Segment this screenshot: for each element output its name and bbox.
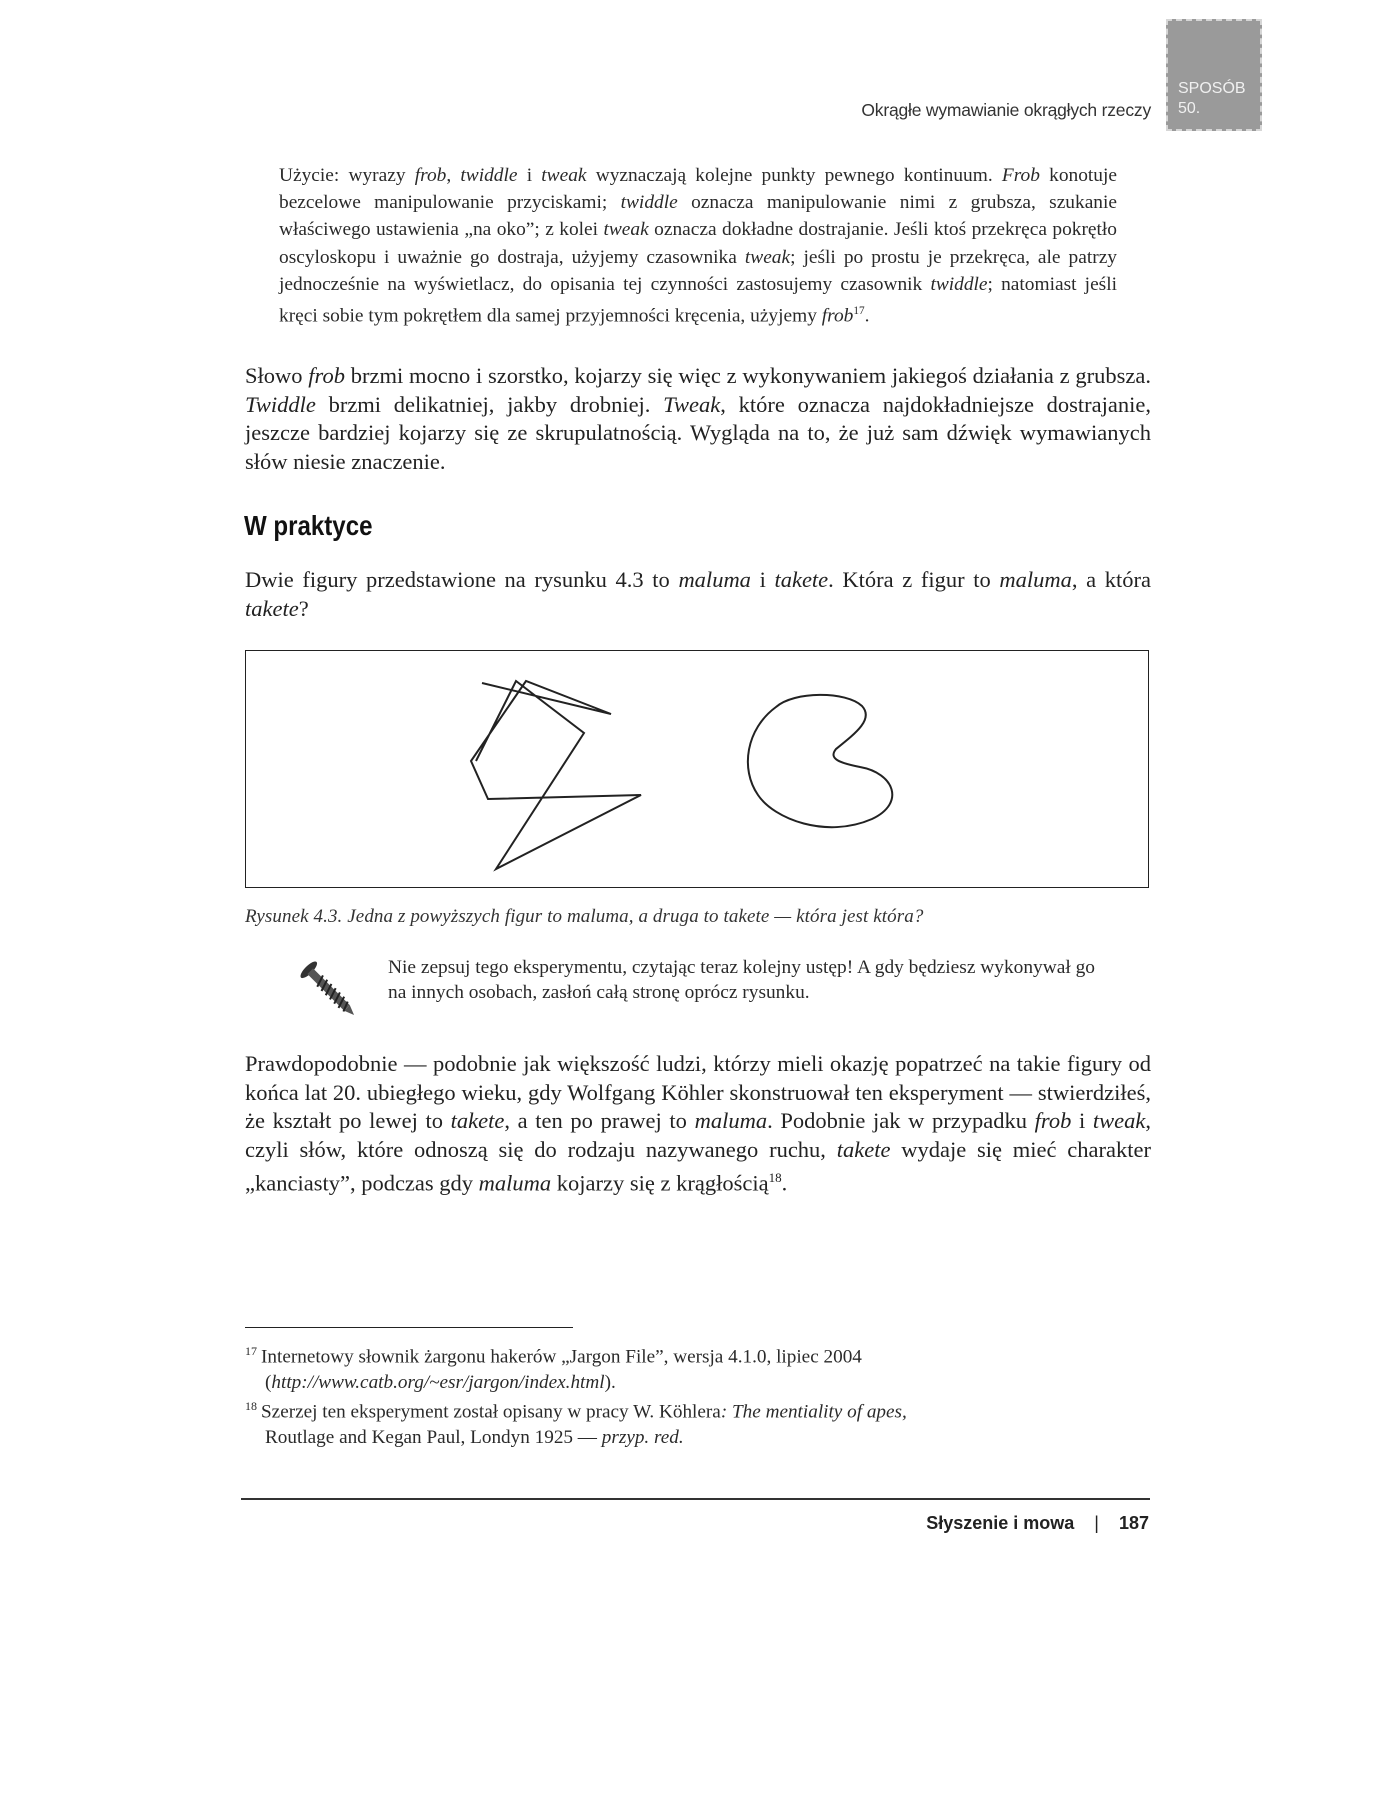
paragraph-term: maluma xyxy=(478,1170,552,1196)
quote-text: wyznaczają kolejne punkty pewnego kontinuum. xyxy=(586,165,1002,186)
paragraph-text: . Podobnie jak w przypadku xyxy=(767,1108,1035,1134)
page-number: 187 xyxy=(1118,1513,1149,1533)
quote-text: oznacza dokładne dostrajanie. Jeśli ktoś przekręca pokrętło oscyloskopu i uważnie go dostraja, użyjemy czasownika xyxy=(279,219,1117,268)
paragraph-text: Dwie figury przedstawione na rysunku 4.3 to xyxy=(245,567,679,592)
footnote-number: 17 xyxy=(245,1344,257,1358)
quote-term: tweak xyxy=(541,165,587,186)
paragraph-term: takete xyxy=(450,1108,505,1134)
paragraph-term: maluma xyxy=(999,567,1072,592)
paragraph-text: kojarzy się z krągłością xyxy=(551,1170,769,1196)
quote-text: . xyxy=(864,305,870,327)
paragraph-term: maluma xyxy=(678,567,751,592)
footnote-line xyxy=(245,1339,862,1370)
footnote-18 xyxy=(245,1394,907,1450)
footnote-text: Routlage and Kegan Paul, Londyn 1925 — xyxy=(265,1426,602,1448)
footnote-ref-17[interactable]: 17 xyxy=(853,305,865,318)
footnote-number: 18 xyxy=(245,1399,257,1413)
paragraph-text: brzmi delikatniej, jakby drobniej. xyxy=(315,391,664,417)
figure-caption: Rysunek 4.3. Jedna z powyższych figur to maluma, a druga to takete — która jest która? xyxy=(245,906,924,927)
quote-text: ; natomiast jeśli kręci sobie tym pokrętłem dla samej przyjemności kręcenia, użyjemy xyxy=(279,273,1118,327)
footer-section-title: Słyszenie i mowa xyxy=(926,1513,1075,1533)
footnote-text: Internetowy słownik żargonu hakerów „Jargon File”, wersja 4.1.0, lipiec 2004 xyxy=(261,1346,862,1368)
paragraph-term: Tweak xyxy=(663,391,721,417)
paragraph-term: tweak xyxy=(1092,1108,1146,1134)
quote-term: tweak xyxy=(744,246,791,268)
paragraph-text: Słowo xyxy=(245,363,309,388)
screw-icon xyxy=(300,955,360,1027)
footnote-text: ). xyxy=(604,1371,616,1393)
section-heading: W praktyce xyxy=(244,510,373,541)
quote-term: frob xyxy=(414,165,447,186)
footnote-divider xyxy=(245,1327,573,1328)
quote-term: tweak xyxy=(603,219,649,241)
paragraph-text: i xyxy=(750,567,775,592)
footnote-url-link[interactable]: http://www.catb.org/~esr/jargon/index.html xyxy=(271,1371,605,1393)
section-tab xyxy=(1166,19,1262,131)
footnote-text: ( xyxy=(265,1371,272,1393)
quote-text: ; jeśli po prostu je przekręca, ale patrzy jednocześnie na wyświetlacz, do opisania tej czynności zastosujemy czasownik xyxy=(279,246,1117,295)
quote-text: konotuje bezcelowe manipulowanie przyciskami; xyxy=(279,165,1117,214)
paragraph-text: brzmi mocno i szorstko, kojarzy się więc z wykonywaniem jakiegoś działania z grubsza. xyxy=(344,363,1152,388)
footer-separator: | xyxy=(1094,1513,1099,1533)
definition-quote xyxy=(279,162,1117,330)
footnote-17 xyxy=(245,1339,862,1395)
paragraph-text: . Która z figur to xyxy=(828,567,1000,592)
quote-term: twiddle xyxy=(620,192,678,214)
paragraph-term: takete xyxy=(836,1136,891,1162)
page-footer xyxy=(926,1513,1149,1534)
tip-text: Nie zepsuj tego eksperymentu, czytając teraz kolejny ustęp! A gdy będziesz wykonywał go na innych osobach, zasłoń całą stronę oprócz rysunku. xyxy=(388,957,1095,1003)
maluma-shape xyxy=(748,695,892,827)
footnote-line xyxy=(245,1394,907,1425)
quote-text: oznacza manipulowanie nimi z grubsza, szukanie właściwego ustawienia „na oko”; z kolei xyxy=(279,192,1117,241)
paragraph-text: , a która xyxy=(1071,567,1151,592)
quote-text: i xyxy=(517,165,542,186)
section-tab-label: SPOSÓB xyxy=(1178,80,1246,97)
paragraph-kohler xyxy=(245,1050,1151,1198)
footnote-ref-18[interactable]: 18 xyxy=(768,1170,782,1186)
paragraph-term: Twiddle xyxy=(245,391,316,417)
paragraph-term: frob xyxy=(308,363,345,388)
paragraph-term: takete xyxy=(245,595,299,621)
quote-text: , xyxy=(446,165,461,186)
quote-term: twiddle xyxy=(930,273,988,295)
footer-divider xyxy=(241,1498,1150,1500)
footnote-title: : The mentiality of apes, xyxy=(720,1401,907,1423)
paragraph-figure-question xyxy=(245,566,1151,623)
paragraph-text: . xyxy=(781,1170,788,1196)
footnote-note: przyp. red. xyxy=(601,1426,684,1448)
paragraph-text: , czyli słów, które odnoszą się do rodzaju nazywanego ruchu, xyxy=(245,1108,1151,1162)
paragraph-text: , które oznacza najdokładniejsze dostrajanie, jeszcze bardziej kojarzy się ze skrupulatnością. Wygląda na to, że już sam dźwięk wymawianych słów niesie znaczenie. xyxy=(245,391,1151,474)
paragraph-term: frob xyxy=(1034,1108,1072,1134)
quote-term: frob xyxy=(821,305,854,327)
section-tab-text xyxy=(1178,79,1246,119)
section-tab-number: 50. xyxy=(1178,100,1201,117)
figure-4-3 xyxy=(245,650,1149,888)
running-title: Okrągłe wymawianie okrągłych rzeczy xyxy=(861,100,1151,120)
paragraph-text: i xyxy=(1071,1108,1093,1134)
footnote-text: Szerzej ten eksperyment został opisany w pracy W. Köhlera xyxy=(261,1401,721,1423)
paragraph-text: wydaje się mieć charakter „kanciasty”, podczas gdy xyxy=(245,1136,1151,1196)
paragraph-text: Prawdopodobnie — podobnie jak większość ludzi, którzy mieli okazję popatrzeć na takie figury od końca lat 20. ubiegłego wieku, gdy Wolfgang Köhler skonstruował ten eksperyment — stwierdziłeś, że kształt po lewej to xyxy=(245,1051,1151,1134)
figure-drawing xyxy=(246,651,1147,886)
paragraph-text: , a ten po prawej to xyxy=(504,1108,695,1134)
paragraph-term: takete xyxy=(774,567,829,592)
quote-text: Użycie: wyrazy xyxy=(279,165,415,186)
takete-shape xyxy=(471,681,641,869)
paragraph-sound-meaning xyxy=(245,362,1151,476)
quote-term: twiddle xyxy=(460,165,518,186)
footnote-line xyxy=(245,1425,907,1451)
footnote-line xyxy=(245,1370,862,1396)
paragraph-text: ? xyxy=(298,595,309,621)
quote-term: Frob xyxy=(1001,165,1040,186)
paragraph-term: maluma xyxy=(694,1108,768,1134)
